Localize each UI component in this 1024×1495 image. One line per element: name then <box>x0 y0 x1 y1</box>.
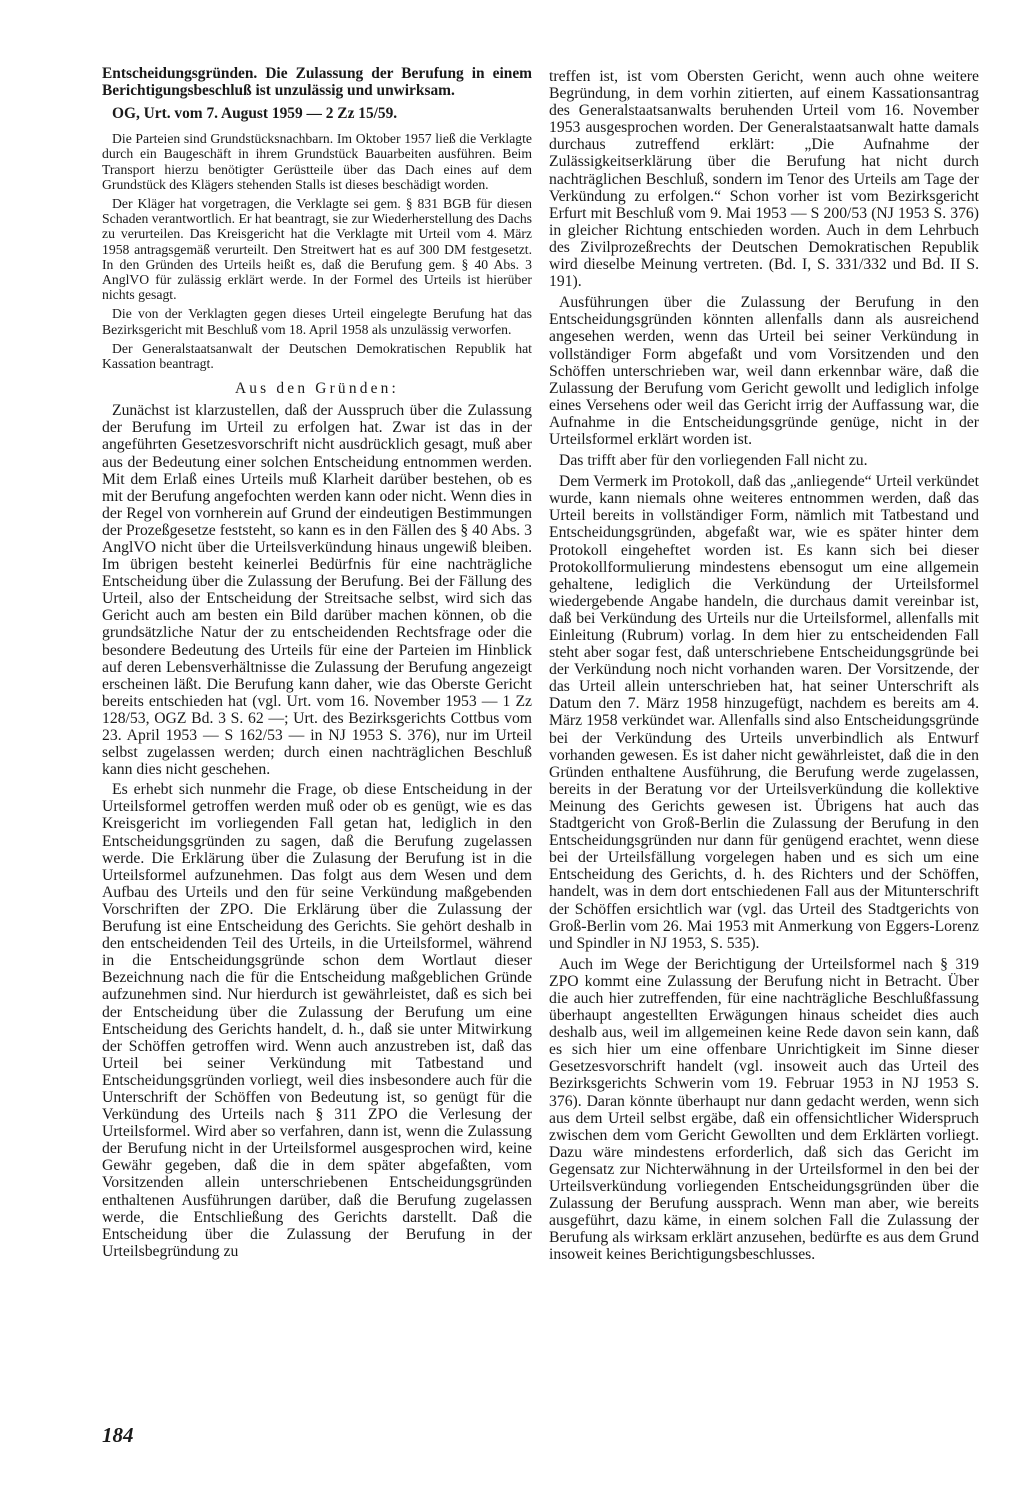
right-column <box>549 68 979 1267</box>
left-column <box>102 66 532 1263</box>
facts-paragraph: Der Generalstaatsanwalt der Deutschen Demokratischen Republik hat Kassation beantragt. <box>102 340 532 372</box>
facts-section <box>102 131 532 371</box>
facts-paragraph: Die Parteien sind Grundstücksnachbarn. Im Oktober 1957 ließ die Verklagte durch ein Baugeschäft in ihrem Grundstück Bauarbeiten ausführen. Beim Transport hierzu benötigter Gerüstteile über das Dach eines auf dem Grundstück des Klägers stehenden Stalls ist dieses beschädigt worden. <box>102 131 532 192</box>
facts-paragraph: Die von der Verklagten gegen dieses Urteil eingelegte Berufung hat das Bezirksgericht mit Beschluß vom 18. April 1958 als unzulässig verworfen. <box>102 306 532 337</box>
body-paragraph: treffen ist, ist vom Obersten Gericht, wenn auch ohne weitere Begründung, in dem vorhin zitierten, auf einem Kassationsantrag des Generalstaatsanwalts beruhenden Urteil vom 16. November 1953 ausgesprochen worden. Der Generalstaatsanwalt hatte damals durchaus zutreffend erklärt: „Die Aufnahme der Zulässigkeitserklärung über die Berufung hat nicht durch nachträglichen Beschluß, sondern im Tenor des Urteils am Tage der Verkündung zu erfolgen.“ Schon vorher ist vom Bezirksgericht Erfurt mit Beschluß vom 9. Mai 1953 — S 200/53 (NJ 1953 S. 376) in gleicher Richtung entschieden worden. Auch in dem Lehrbuch des Zivilprozeßrechts der Deutschen Demokratischen Republik wird dieselbe Meinung vertreten. (Bd. I, S. 331/332 und Bd. II S. 191). <box>549 68 979 291</box>
body-paragraph: Ausführungen über die Zulassung der Berufung in den Entscheidungsgründen könnten allenfalls dann als ausreichend angesehen werden, wenn das Urteil bei seiner Verkündung in vollständiger Form abgefaßt und vom Vorsitzenden und den Schöffen unterschrieben war, weil dann erkennbar wäre, daß die Zulassung der Berufung vom Gericht gewollt und lediglich infolge eines Versehens oder weil das Gericht irrig der Auffassung war, die Aufnahme in die Entscheidungsgründe genüge, nicht in der Urteilsformel erklärt worden ist. <box>549 294 979 448</box>
decision-heading: Entscheidungsgründen. Die Zulassung der Berufung in einem Berichtigungsbeschluß ist unzulässig und unwirksam. <box>102 65 532 99</box>
page-number: 184 <box>102 1423 134 1447</box>
facts-paragraph: Der Kläger hat vorgetragen, die Verklagte sei gem. § 831 BGB für diesen Schaden verantwortlich. Er hat beantragt, sie zur Wiederherstellung des Dachs zu verurteilen. Das Kreisgericht hat die Verklagte mit Urteil vom 4. März 1958 antragsgemäß verurteilt. Den Streitwert hat es auf 300 DM festgesetzt. In den Gründen des Urteils heißt es, daß die Berufung gem. § 40 Abs. 3 AnglVO für zulässig erklärt werde. In der Formel des Urteils ist hierüber nichts gesagt. <box>102 196 532 303</box>
body-paragraph: Auch im Wege der Berichtigung der Urteilsformel nach § 319 ZPO kommt eine Zulassung der Berufung nicht in Betracht. Über die auch hier zutreffenden, für eine nachträgliche Beschlußfassung überhaupt angestellten Erwägungen hinaus scheidet dies auch deshalb aus, weil im allgemeinen keine Rede davon sein kann, daß es sich hier um eine offenbare Unrichtigkeit im Sinne dieser Gesetzesvorschrift handelt (vgl. insoweit auch das Urteil des Bezirksgerichts Schwerin vom 19. Februar 1953 in NJ 1953 S. 376). Daran könnte überhaupt nur dann gedacht werden, wenn sich aus dem Urteil selbst ergäbe, daß ein offensichtlicher Widerspruch zwischen dem vom Gericht Gewollten und dem Erklärten vorliegt. Dazu wäre mindestens erforderlich, daß sich das Gericht im Gegensatz zur Nichterwähnung in der Urteilsformel in den bei der Urteilsverkündung vorliegenden Entscheidungsgründen über die Zulassung der Berufung aussprach. Wenn man aber, wie bereits ausgeführt, dazu käme, in einem solchen Fall die Zulassung der Berufung als wirksam erklärt anzusehen, bedürfte es aus dem Grund insoweit keines Berichtigungsbeschlusses. <box>549 955 979 1264</box>
body-paragraph: Das trifft aber für den vorliegenden Fall nicht zu. <box>559 452 868 470</box>
body-paragraph: Dem Vermerk im Protokoll, daß das „anliegende“ Urteil verkündet wurde, kann niemals ohne weiteres entnommen werden, daß das Urteil bereits in vollständiger Form, nämlich mit Tatbestand und Entscheidungsgründen, abgefaßt war, wie es später hinter dem Protokoll eingeheftet worden ist. Es kann sich bei dieser Protokollformulierung mindestens ebensogut um eine allgemein gehaltene, lediglich die Verkündung der Urteilsformel wiedergebende Angabe handeln, die durchaus damit vereinbar ist, daß bei Verkündung des Urteils nur die Urteilsformel, allenfalls mit Einleitung (Rubrum) vorlag. In dem hier zu entscheidenden Fall steht aber sogar fest, daß unterschriebene Entscheidungsgründe bei der Verkündung noch nicht vorhanden waren. Der Vorsitzende, der das Urteil allein unterschrieben hat, hat seiner Unterschrift als Datum den 7. März 1958 hinzugefügt, nachdem es bereits am 4. März 1958 verkündet war. Allenfalls sind also Entscheidungsgründe bei der Verkündung des Urteils unverbindlich als Entwurf vorhanden gewesen. Es ist daher nicht gewährleistet, daß die in den Gründen enthaltene Ausführung, die Berufung werde zugelassen, bereits in der Beratung vor der Urteilsverkündung die kollektive Meinung des Gerichts gewesen ist. Übrigens hat auch das Stadtgericht von Groß-Berlin die Zulassung der Berufung in den Entscheidungsgründen nur dann für genügend erachtet, wenn diese bei der Urteilsfällung vorgelegen haben und es sich um eine Entscheidung des Gerichts, d. h. des Richters und der Schöffen, handelt, was in dem dort entschiedenen Fall aus der Mitunterschrift der Schöffen ersichtlich war (vgl. das Urteil des Stadtgerichts von Groß-Berlin vom 26. Mai 1953 mit Anmerkung von Eggers-Lorenz und Spindler in NJ 1953, S. 535). <box>549 473 979 952</box>
body-paragraph: Es erhebt sich nunmehr die Frage, ob diese Entscheidung in der Urteilsformel getroffen werden muß oder ob es genügt, wie es das Kreisgericht im vorliegenden Fall getan hat, lediglich in den Entscheidungsgründen zu sagen, daß die Berufung zugelassen werde. Die Erklärung über die Zulasung der Berufung ist in die Urteilsformel aufzunehmen. Das folgt aus dem Wesen und dem Aufbau des Urteils und den für seine Verkündung maßgebenden Vorschriften der ZPO. Die Erklärung über die Zulassung der Berufung ist eine Entscheidung des Gerichts. Sie gehört deshalb in den entscheidenden Teil des Urteils, in die Urteilsformel, während in die Entscheidungsgründe schon dem Wortlaut dieser Bezeichnung nach die für die Entscheidung maßgeblichen Gründe aufzunehmen sind. Nur hierdurch ist gewährleistet, daß es sich bei der Entscheidung über die Zulassung der Berufung um eine Entscheidung des Gerichts handelt, d. h., daß sie unter Mitwirkung der Schöffen getroffen wird. Wenn auch anzustreben ist, daß das Urteil bei seiner Verkündung mit Tatbestand und Entscheidungsgründen vorliegt, weil dies insbesondere auch für die Unterschrift der Schöffen von Bedeutung ist, so genügt für die Verkündung des Urteils nach § 311 ZPO die Verlesung der Urteilsformel. Wird aber so verfahren, dann ist, wenn die Zulassung der Berufung nicht in der Urteilsformel ausgesprochen wird, keine Gewähr gegeben, daß die in dem später abgefaßten, vom Vorsitzenden allein unterschriebenen Entscheidungsgründen enthaltenen Ausführungen darüber, daß die Berufung zugelassen werde, die Entschließung des Gerichts darstellt. Daß die Entscheidung über die Zulassung der Berufung in der Urteilsbegründung zu <box>102 781 532 1260</box>
reasons-heading: Aus den Gründen: <box>234 380 400 398</box>
court-citation: OG, Urt. vom 7. August 1959 — 2 Zz 15/59. <box>112 105 398 123</box>
body-paragraph: Zunächst ist klarzustellen, daß der Ausspruch über die Zulassung der Berufung im Urteil zu erfolgen hat. Zwar ist das in der angeführten Gesetzesvorschrift nicht ausdrücklich gesagt, muß aber aus der Bedeutung einer solchen Entscheidung entnommen werden. Mit dem Erlaß eines Urteils muß Klarheit darüber bestehen, ob es mit der Berufung angefochten werden kann oder nicht. Wenn dies in der Regel von vornherein auf Grund der eindeutigen Bestimmungen der Prozeßgesetze feststeht, so kann es in den Fällen des § 40 Abs. 3 AnglVO nicht über die Urteilsverkündung hinaus ungewiß bleiben. Im übrigen besteht keinerlei Bedürfnis für eine nachträgliche Entscheidung über die Zulassung der Berufung. Bei der Fällung des Urteil, also der Entscheidung der Streitsache selbst, wird sich das Gericht auch am besten ein Bild darüber machen können, ob die grundsätzliche Natur der zu entscheidenden Rechtsfrage oder die besondere Bedeutung des Urteils für eine der Parteien im Hinblick auf deren Lebensverhältnisse die Zulassung der Berufung angezeigt erscheinen läßt. Die Berufung kann daher, wie das Oberste Gericht bereits entschieden hat (vgl. Urt. vom 16. November 1953 — 1 Zz 128/53, OGZ Bd. 3 S. 62 —; Urt. des Bezirksgerichts Cottbus vom 23. April 1953 — S 162/53 — in NJ 1953 S. 376), nur im Urteil selbst zugelassen werden; durch einen nachträglichen Beschluß kann dies nicht geschehen. <box>102 402 532 779</box>
